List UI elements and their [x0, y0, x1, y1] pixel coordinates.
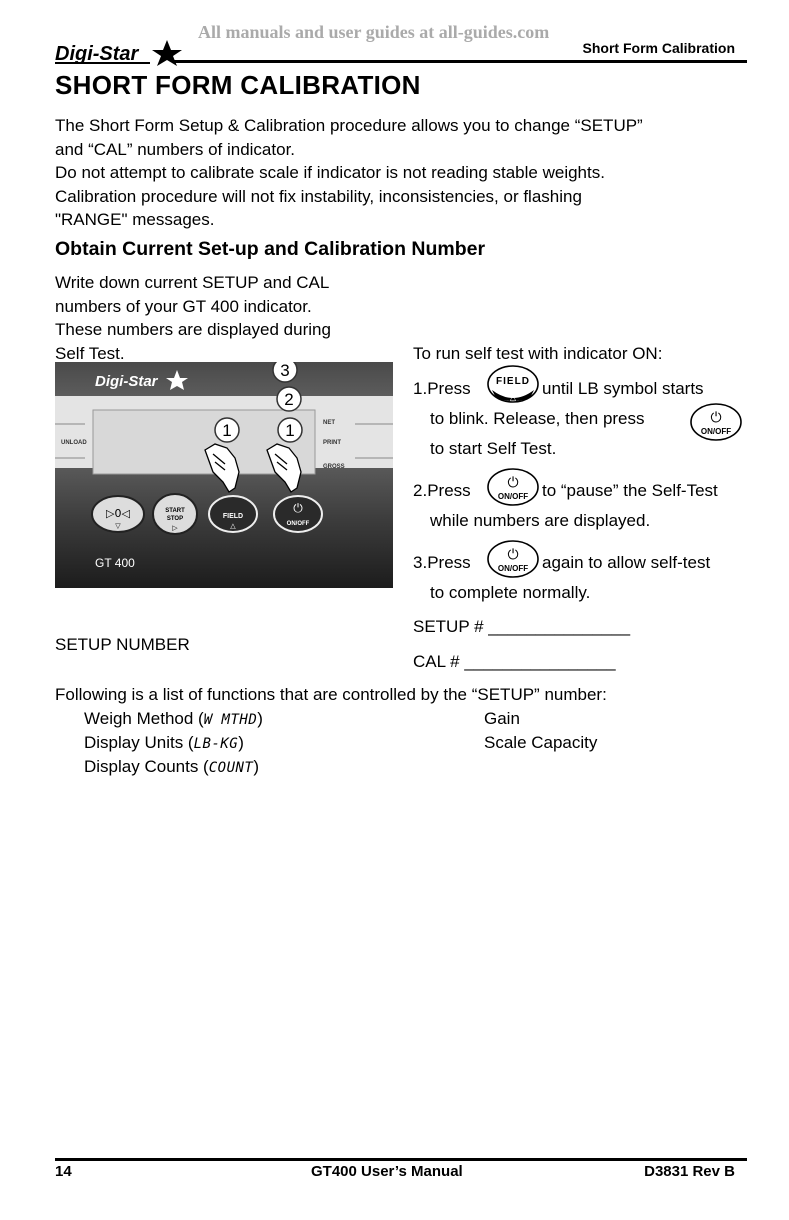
- intro-paragraph: [55, 114, 643, 232]
- step3-after: again to allow self-test: [542, 553, 711, 572]
- onoff-button-icon: [486, 539, 540, 579]
- step1-line1: [413, 379, 471, 399]
- power-icon: ⏻: [507, 475, 519, 491]
- function-label: Display Units (: [84, 733, 194, 752]
- step1-press: Press: [427, 379, 471, 398]
- left-line: Self Test.: [55, 343, 125, 363]
- step2-after: to “pause” the Self-Test: [542, 481, 718, 500]
- field-button-icon: [486, 364, 540, 404]
- onoff-button-icon: [689, 402, 743, 442]
- onoff-icon-label: ON/OFF: [700, 427, 732, 436]
- label-print: PRINT: [323, 440, 341, 446]
- zero-button-label: ▷0◁: [106, 507, 130, 520]
- step1-after: until LB symbol starts: [542, 379, 704, 398]
- field-button-label: FIELD: [222, 513, 244, 520]
- left-description: [55, 271, 331, 365]
- footer-rule: [55, 1158, 747, 1161]
- function-display-units: [84, 733, 244, 753]
- zero-button-illustration: [92, 496, 144, 532]
- section-heading: Obtain Current Set-up and Calibration Number: [55, 238, 486, 260]
- intro-line: The Short Form Setup & Calibration procedure allows you to change “SETUP”: [55, 116, 643, 135]
- step2-press: Press: [427, 481, 471, 500]
- power-icon: ⏻: [293, 501, 303, 515]
- header-rule: [172, 60, 747, 63]
- field-icon-label: FIELD: [496, 376, 530, 387]
- svg-text:△: △: [230, 522, 236, 530]
- step2-number: 2.: [413, 481, 428, 500]
- manual-name: GT400 User’s Manual: [311, 1163, 463, 1180]
- intro-line: Calibration procedure will not fix instability, inconsistencies, or flashing: [55, 186, 582, 206]
- function-code: W MTHD: [203, 712, 258, 728]
- page-number: 14: [55, 1163, 72, 1180]
- panel-model: GT 400: [95, 556, 135, 570]
- left-line: Write down current SETUP and CAL: [55, 273, 330, 292]
- panel-logo-text: Digi-Star: [95, 373, 158, 390]
- callout-3-label: 3: [280, 362, 290, 380]
- intro-line: Do not attempt to calibrate scale if indicator is not reading stable weights.: [55, 163, 605, 182]
- power-icon: ⏻: [507, 547, 519, 563]
- function-scale-capacity: Scale Capacity: [484, 733, 598, 752]
- function-close: ): [253, 757, 260, 776]
- step3-number: 3.: [413, 553, 428, 572]
- intro-line: "RANGE" messages.: [55, 210, 215, 229]
- onoff-button-icon: [486, 467, 540, 507]
- step1-number: 1.: [413, 379, 428, 398]
- onoff-button-label: ON/OFF: [286, 521, 310, 527]
- step2-line2: while numbers are displayed.: [430, 511, 651, 530]
- function-close: ): [238, 733, 244, 752]
- step3-line2: to complete normally.: [430, 583, 591, 602]
- start-label: START: [165, 508, 185, 514]
- function-weigh-method: [84, 709, 263, 729]
- setup-number-label: SETUP NUMBER: [55, 635, 190, 654]
- function-code: COUNT: [208, 760, 254, 776]
- function-display-counts: [84, 757, 259, 777]
- gt400-panel-illustration: [55, 362, 393, 588]
- function-close: ): [257, 709, 263, 728]
- function-label: Weigh Method (: [84, 709, 204, 728]
- svg-text:△: △: [509, 393, 517, 402]
- function-label: Display Counts (: [84, 757, 209, 776]
- field-button-illustration: [209, 496, 257, 532]
- header-section-title: Short Form Calibration: [582, 40, 735, 56]
- svg-text:▷: ▷: [172, 524, 178, 532]
- start-stop-button-illustration: [153, 494, 197, 534]
- logo-text: Digi-Star: [55, 43, 139, 65]
- step1-line2: to blink. Release, then press: [430, 409, 645, 428]
- function-gain: Gain: [484, 709, 520, 728]
- step2-line1: [413, 481, 471, 501]
- left-line: These numbers are displayed during: [55, 320, 331, 339]
- cal-record-field: CAL # ________________: [413, 652, 616, 671]
- watermark: All manuals and user guides at all-guides.com: [198, 22, 550, 42]
- document-number: D3831 Rev B: [644, 1163, 735, 1180]
- step3-press: Press: [427, 553, 471, 572]
- onoff-button-illustration: [274, 496, 322, 532]
- label-unload: UNLOAD: [61, 440, 87, 446]
- stop-label: STOP: [166, 516, 184, 522]
- callout-1-field-label: 1: [222, 421, 232, 440]
- step1-line3: to start Self Test.: [430, 439, 557, 458]
- setup-record-field: SETUP # _______________: [413, 617, 631, 636]
- function-code: LB-KG: [193, 736, 239, 752]
- label-net: NET: [323, 420, 335, 426]
- step3-line1: [413, 553, 471, 573]
- callout-1-onoff-label: 1: [285, 421, 295, 440]
- onoff-icon-label: ON/OFF: [497, 564, 529, 573]
- digi-star-logo: [55, 38, 185, 68]
- callout-2-label: 2: [284, 390, 294, 409]
- intro-line: and “CAL” numbers of indicator.: [55, 139, 296, 159]
- svg-text:▽: ▽: [115, 522, 121, 530]
- instructions-intro: To run self test with indicator ON:: [413, 344, 663, 363]
- label-gross: GROSS: [323, 464, 345, 470]
- left-line: numbers of your GT 400 indicator.: [55, 296, 312, 316]
- onoff-icon-label: ON/OFF: [497, 492, 529, 501]
- page-title: SHORT FORM CALIBRATION: [55, 70, 421, 100]
- power-icon: ⏻: [710, 410, 722, 426]
- functions-intro: Following is a list of functions that are controlled by the “SETUP” number:: [55, 685, 607, 704]
